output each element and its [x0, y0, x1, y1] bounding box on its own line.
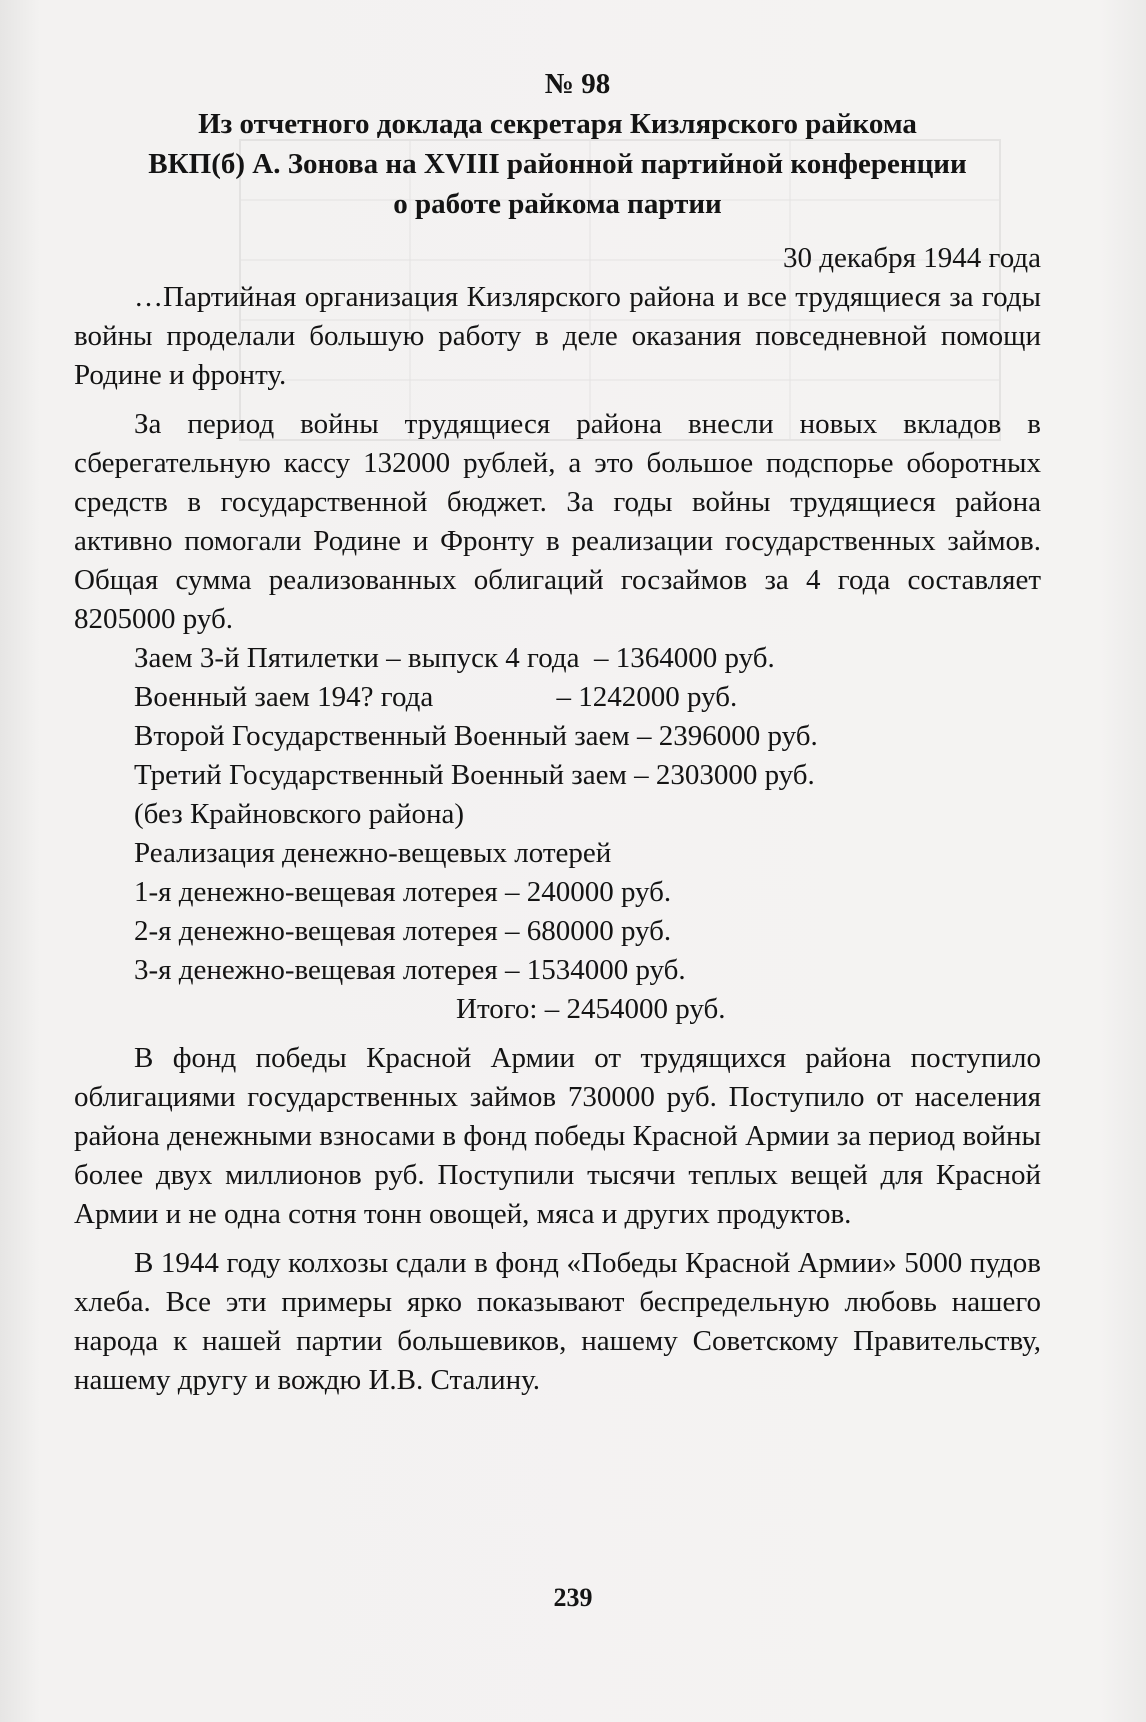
loan-line: Реализация денежно-вещевых лотерей — [134, 837, 612, 869]
loan-line: (без Крайновского района) — [134, 798, 465, 830]
paragraph: В фонд победы Красной Армии от трудящихся района поступило облигациями государственных займов 730000 руб. Поступило от населения района денежными взносами в фонд победы Красной Армии за период войны более двух миллионов руб. Поступили тысячи теплых вещей для Красной Армии и не одна сотня тонн овощей, мяса и других продуктов. — [74, 1042, 1041, 1230]
paragraph: В 1944 году колхозы сдали в фонд «Победы Красной Армии» 5000 пудов хлеба. Все эти примеры ярко показывают беспредельную любовь нашего народа к нашей партии большевиков, нашему Советскому Правительству, нашему другу и вождю И.В. Сталину. — [74, 1247, 1041, 1396]
document-number: № 98 — [544, 68, 611, 100]
loan-line: Второй Государственный Военный заем – 2396000 руб. — [134, 720, 818, 752]
paragraph: …Партийная организация Кизлярского района и все трудящиеся за годы войны проделали большую работу в деле оказания повседневной помощи Родине и фронту. — [74, 281, 1041, 391]
lottery-line: 1-я денежно-вещевая лотерея – 240000 руб. — [134, 876, 672, 908]
loan-list — [74, 639, 1041, 990]
title-line: Из отчетного доклада секретаря Кизлярского райкома — [198, 108, 917, 140]
document-date: 30 декабря 1944 года — [783, 242, 1041, 274]
page-content — [74, 64, 1041, 1400]
loan-line: Военный заем 194? года – 1242000 руб. — [134, 681, 738, 713]
document-title — [74, 104, 1041, 224]
lottery-total: Итого: – 2454000 руб. — [456, 993, 726, 1025]
paragraph: За период войны трудящиеся района внесли новых вкладов в сберегательную кассу 132000 рублей, а это большое подспорье оборотных средств в государственной бюджет. За годы войны трудящиеся района активно помогали Родине и Фронту в реализации государственных займов. Общая сумма реализованных облигаций госзаймов за 4 года составляет 8205000 руб. — [74, 408, 1041, 635]
loan-line: Третий Государственный Военный заем – 2303000 руб. — [134, 759, 815, 791]
title-line: о работе райкома партии — [393, 188, 722, 220]
lottery-line: 3-я денежно-вещевая лотерея – 1534000 руб. — [134, 954, 686, 986]
lottery-line: 2-я денежно-вещевая лотерея – 680000 руб. — [134, 915, 672, 947]
loan-line: Заем 3-й Пятилетки – выпуск 4 года – 1364000 руб. — [134, 642, 775, 674]
title-line: ВКП(б) А. Зонова на XVIII районной партийной конференции — [148, 148, 967, 180]
page-number: 239 — [553, 1583, 593, 1612]
